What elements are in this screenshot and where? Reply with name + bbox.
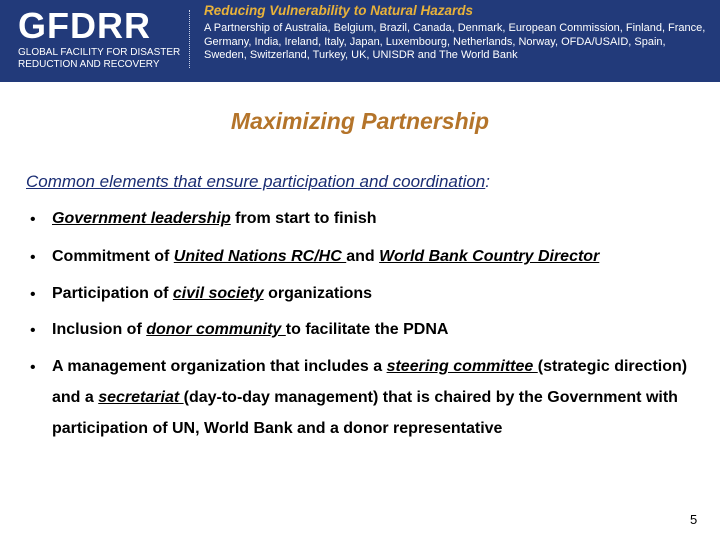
bullet-marker: • [30, 359, 36, 376]
intro-colon: : [485, 172, 490, 191]
emphasis-text: Government leadership [52, 210, 231, 227]
item-text: Commitment of [52, 248, 174, 265]
item-text: Inclusion of [52, 321, 147, 338]
intro-text [26, 172, 490, 192]
emphasis-text: civil society [172, 285, 264, 302]
emphasis-text: secretariat [98, 389, 184, 406]
emphasis-text: steering committee [386, 358, 538, 375]
bullet-item [52, 351, 717, 444]
item-text: A management organization that includes a [52, 358, 387, 375]
header-banner [0, 0, 720, 82]
emphasis-text: United Nations RC/HC [173, 248, 347, 265]
item-text: (day-to-day management) that is chaired by the Government with participation of UN, World Bank and a donor representative [52, 389, 678, 437]
emphasis-text: World Bank Country Director [379, 248, 600, 265]
bullet-marker: • [30, 249, 36, 266]
partners-list: A Partnership of Australia, Belgium, Brazil, Canada, Denmark, European Commission, Finland, France, Germany, India, Ireland, Italy, Japan, Luxembourg, Netherlands, Norway, OFDA/USAID, Spain, Sweden, Switzerland, Turkey, UK, UNISDR and The World Bank [204, 22, 706, 61]
item-text: and [346, 248, 380, 265]
bullet-marker: • [30, 211, 36, 228]
slide-title: Maximizing Partnership [230, 108, 490, 134]
intro-main: Common elements that ensure participation and coordination [26, 172, 486, 191]
tagline: Reducing Vulnerability to Natural Hazards [204, 3, 474, 18]
item-text: Participation of [52, 285, 173, 302]
bullet-item [52, 241, 717, 272]
bullet-marker: • [30, 322, 36, 339]
bullet-item [52, 203, 717, 234]
gfdrr-logo: GFDRR [18, 5, 151, 46]
item-text: (strategic direction) and a [52, 358, 688, 406]
header-divider [189, 10, 191, 68]
bullet-marker: • [30, 286, 36, 303]
bullet-item [52, 278, 717, 309]
emphasis-text: donor community [146, 321, 286, 338]
item-text: organizations [263, 285, 373, 302]
page-number: 5 [690, 512, 698, 527]
item-text: to facilitate the PDNA [285, 321, 449, 338]
logo-subtitle: GLOBAL FACILITY FOR DISASTER REDUCTION AND RECOVERY [18, 47, 181, 70]
bullet-item [52, 314, 717, 345]
item-text: from start to finish [230, 210, 377, 227]
